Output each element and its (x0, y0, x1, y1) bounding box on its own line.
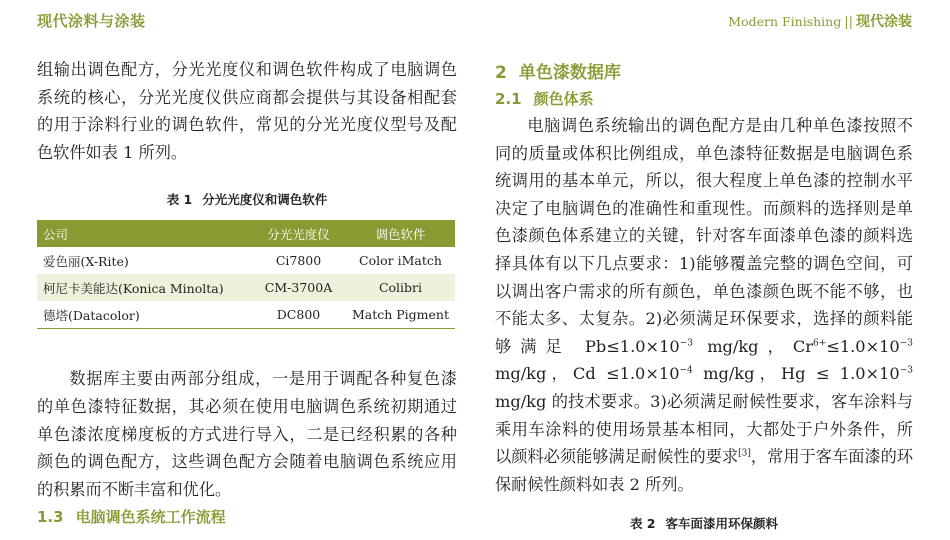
section-title: 电脑调色系统工作流程 (75, 508, 226, 527)
table1-cell: 爱色丽(X-Rite) (43, 253, 129, 269)
section-number: 1.3 (37, 508, 64, 527)
table1-cell: 柯尼卡美能达(Konica Minolta) (37, 274, 251, 301)
table1-cell: Colibri (346, 274, 455, 301)
table-row (37, 274, 455, 301)
paragraph-database: 数据库主要由两部分组成，一是用于调配各种复色漆的单色漆特征数据，其必须在使用电脑调色系统初期通过单色漆浓度梯度板的方式进行导入，二是已经积累的各种颜色的调色配方，这些调色配方会随着电脑调色系统应用的积累而不断丰富和优化。 (37, 369, 457, 499)
text-run: ，常用于客车面漆的环保耐候性颜料如表 2 所列。 (495, 447, 914, 494)
table1 (37, 220, 455, 329)
running-header-left: 现代涂料与涂装 (37, 12, 146, 30)
table1-header-spectrophotometer: 分光光度仪 (251, 220, 346, 247)
running-header-right (728, 11, 912, 31)
section-number: 2 (495, 63, 507, 83)
reference-citation: [3] (738, 448, 751, 459)
table1-number: 表 1 (166, 192, 193, 208)
section-number: 2.1 (495, 90, 522, 108)
table1-cell: CM-3700A (251, 274, 346, 301)
section-heading-2-1 (495, 87, 913, 111)
table-row (37, 301, 455, 329)
paragraph-color-system (495, 112, 913, 498)
table1-cell: Color iMatch (359, 253, 442, 269)
table2-title: 客车面漆用环保颜料 (665, 516, 779, 532)
table1-header-company: 公司 (37, 220, 251, 247)
table1-cell: Ci7800 (275, 253, 322, 269)
superscript: −3 (899, 338, 914, 349)
table1-header-software: 调色软件 (346, 220, 455, 247)
text-run: ≤1.0×10 (826, 336, 900, 356)
text-run: mg/kg，Hg ≤ 1.0×10 (692, 364, 900, 384)
section-heading-2 (495, 59, 913, 87)
text-run: mg/kg 的技术要求。3)必须满足耐候性要求，客车涂料与乘用车涂料的使用场景基本相同，大都处于户外条件，所以颜料必须能够满足耐候性的要求 (495, 391, 913, 467)
text-run: 电脑调色系统输出的调色配方是由几种单色漆按照不同的质量或体积比例组成，单色漆特征数据是电脑调色系统调用的基本单元，所以，很大程度上单色漆的控制水平决定了电脑调色的准确性和重现性。而颜料的选择则是单色漆颜色体系建立的关键，针对客车面漆单色漆的颜料选择具体有以下几点要求：1)能够覆盖完整的调色空间，可以调出客户需求的所有颜色，单色漆颜色既不能不够，也不能太多、太复杂。2)必须满足环保要求，选择的颜料能够满足 Pb≤1.0×10 (495, 116, 913, 356)
table1-cell: Match Pigment (346, 301, 455, 329)
section-heading-1-3 (37, 505, 457, 529)
section-title: 单色漆数据库 (518, 63, 621, 83)
table2-caption (495, 514, 913, 532)
right-column (495, 56, 913, 532)
header-separator: || (844, 15, 853, 30)
table1-header-row (37, 220, 455, 247)
table-row (37, 247, 455, 274)
table2-number: 表 2 (629, 516, 656, 532)
table1-cell: DC800 (251, 301, 346, 329)
superscript: −3 (679, 338, 693, 349)
journal-name-cn: 现代涂装 (856, 14, 912, 30)
left-column (37, 56, 457, 529)
journal-name-en: Modern Finishing (728, 14, 842, 29)
superscript: 6+ (812, 338, 827, 349)
superscript: −4 (679, 365, 693, 376)
text-run: mg/kg，Cd ≤1.0×10 (495, 364, 680, 384)
section-title: 颜色体系 (533, 90, 594, 108)
table1-caption (37, 185, 457, 214)
table1-title: 分光光度仪和调色软件 (202, 192, 328, 208)
superscript: −3 (899, 365, 913, 376)
paragraph-continued: 组输出调色配方，分光光度仪和调色软件构成了电脑调色系统的核心，分光光度仪供应商都会提供与其设备相配套的用于涂料行业的调色软件，常见的分光光度仪型号及配色软件如表 1 所列。 (37, 60, 457, 162)
table1-cell: 德塔(Datacolor) (37, 301, 251, 329)
text-run: mg/kg，Cr (692, 336, 813, 356)
